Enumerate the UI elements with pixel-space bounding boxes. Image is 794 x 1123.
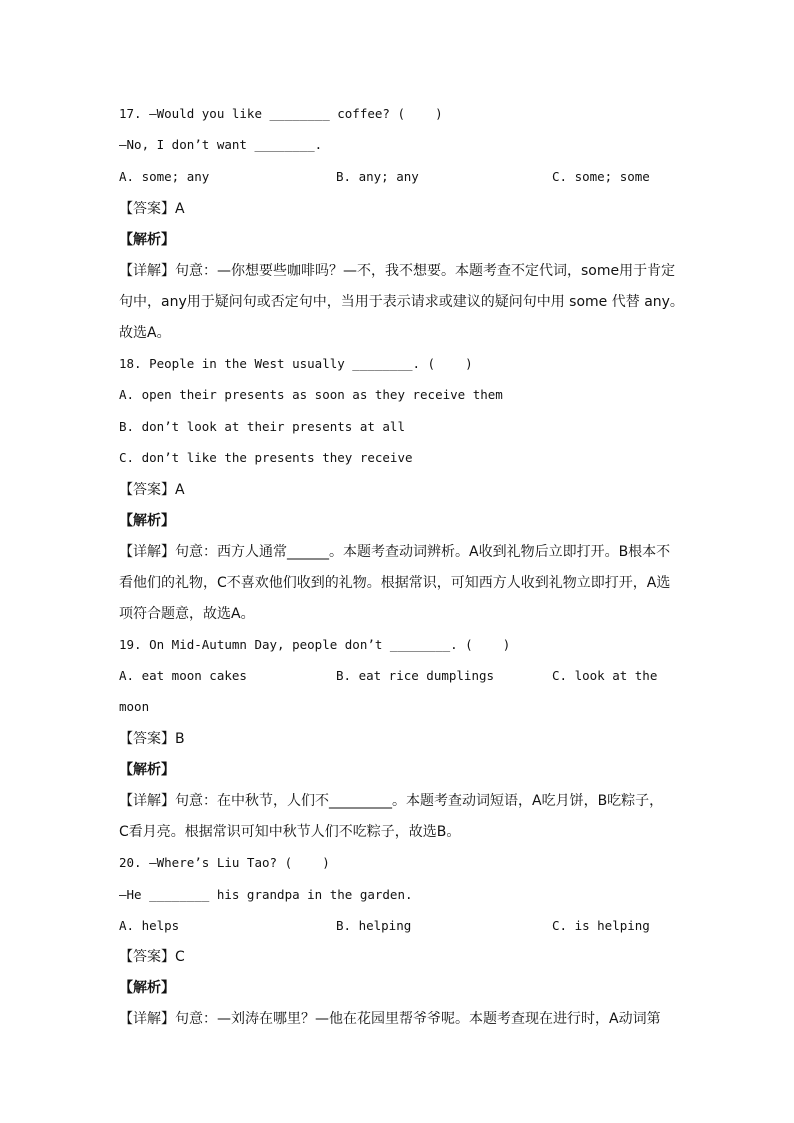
q19-stem: 19. On Mid-Autumn Day, people don’t ________. ( )	[119, 637, 511, 652]
q18-option-b: B. don’t look at their presents at all	[119, 419, 405, 434]
q17-answer: 【答案】A	[119, 201, 185, 217]
q20-analysis-heading: 【解析】	[119, 980, 175, 996]
q20-option-b: B. helping	[336, 918, 412, 933]
q18-answer: 【答案】A	[119, 482, 185, 498]
q17-detail-line-3: 故选A。	[119, 325, 171, 341]
q19-option-a: A. eat moon cakes	[119, 668, 247, 683]
q18-detail-line-3: 项符合题意，故选A。	[119, 606, 255, 622]
q19-detail-line-2: C看月亮。根据常识可知中秋节人们不吃粽子，故选B。	[119, 824, 461, 840]
q18-detail-line-2: 看他们的礼物，C不喜欢他们收到的礼物。根据常识，可知西方人收到礼物立即打开，A选	[119, 575, 671, 591]
q17-detail-line-2: 句中，any用于疑问句或否定句中，当用于表示请求或建议的疑问句中用 some 代替 any。	[119, 294, 684, 310]
q17-stem-2: —No, I don’t want ________.	[119, 137, 323, 152]
q20-detail-line-1: 【详解】句意：—刘涛在哪里？—他在花园里帮爷爷呢。本题考查现在进行时，A动词第	[119, 1011, 661, 1027]
q20-option-c: C. is helping	[552, 918, 650, 933]
q18-option-a: A. open their presents as soon as they receive them	[119, 387, 503, 402]
q20-answer: 【答案】C	[119, 949, 185, 965]
q18-stem: 18. People in the West usually ________. ( )	[119, 356, 473, 371]
q17-option-c: C. some; some	[552, 169, 650, 184]
q19-detail-line-1: 【详解】句意：在中秋节，人们不_________。本题考查动词短语，A吃月饼，B吃粽子，	[119, 793, 664, 809]
q19-option-c: C. look at the	[552, 668, 658, 683]
q18-detail-line-1: 【详解】句意：西方人通常______。本题考查动词辨析。A收到礼物后立即打开。B根本不	[119, 544, 671, 560]
q18-analysis-heading: 【解析】	[119, 513, 175, 529]
q17-detail-line-1: 【详解】句意：—你想要些咖啡吗？—不，我不想要。本题考查不定代词，some用于肯定	[119, 263, 676, 279]
q20-stem-2: —He ________ his grandpa in the garden.	[119, 887, 413, 902]
q17-analysis-heading: 【解析】	[119, 232, 175, 248]
q20-stem: 20. —Where’s Liu Tao? ( )	[119, 855, 330, 870]
q18-option-c: C. don’t like the presents they receive	[119, 450, 413, 465]
q17-stem: 17. —Would you like ________ coffee? ( )	[119, 106, 443, 121]
q19-analysis-heading: 【解析】	[119, 762, 175, 778]
q19-answer: 【答案】B	[119, 731, 185, 747]
q19-option-b: B. eat rice dumplings	[336, 668, 495, 683]
q17-option-b: B. any; any	[336, 169, 419, 184]
q19-option-c-wrap: moon	[119, 699, 150, 714]
q20-option-a: A. helps	[119, 918, 180, 933]
q17-option-a: A. some; any	[119, 169, 210, 184]
